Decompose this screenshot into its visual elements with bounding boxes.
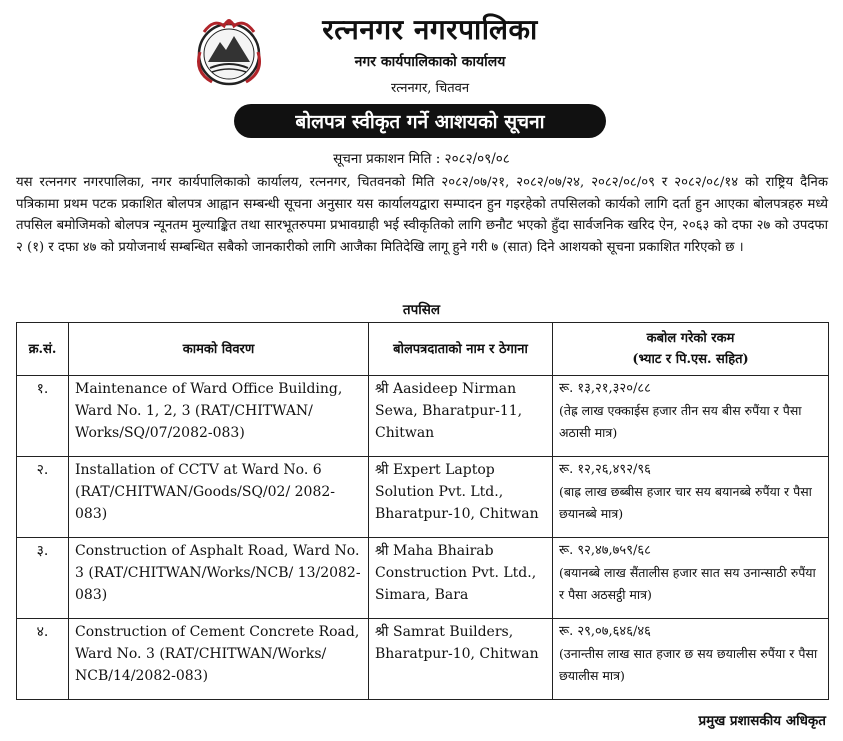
row-sn: ४. (17, 619, 69, 700)
header-sn: क्र.सं. (17, 323, 69, 376)
table-row (17, 376, 829, 457)
row-sn: २. (17, 457, 69, 538)
row-amount: रू. १३,२१,३२०/८८ (559, 381, 651, 396)
row-bidder: श्री Maha Bhairab Construction Pvt. Ltd., Simara, Bara (369, 538, 553, 619)
row-amount-cell (553, 538, 829, 619)
row-amount: रू. २९,०७,६४६/४६ (559, 624, 651, 639)
details-label: तपसिल (402, 302, 441, 318)
office-location: रत्ननगर, चितवन (390, 81, 470, 96)
row-amount-words: (बाह्र लाख छब्बीस हजार चार सय बयानब्बे रुपैंया र पैसा छयानब्बे मात्र) (559, 484, 812, 521)
row-sn: ३. (17, 538, 69, 619)
row-amount: रू. १२,२६,४९२/९६ (559, 462, 651, 477)
bid-table (16, 322, 829, 700)
row-amount-words: (बयानब्बे लाख सैंतालीस हजार सात सय उनान्साठी रुपैंया र पैसा अठसट्ठी मात्र) (559, 565, 816, 602)
notice-title-banner (234, 104, 606, 138)
notice-title: बोलपत्र स्वीकृत गर्ने आशयको सूचना (295, 111, 545, 133)
notice-paragraph: यस रत्ननगर नगरपालिका, नगर कार्यपालिकाको कार्यालय, रत्ननगर, चितवनको मिति २०८२/०७/२१, २०८२/०७/२४, २०८२/०८/०९ र २०८२/०८/१४ को राष्ट्रिय दैनिक पत्रिकामा प्रथम पटक प्रकाशित बोलपत्र आह्वान सम्बन्धी सूचना अनुसार यस कार्यालयद्वारा सम्पादन हुन गइरहेको तपसिलको कार्यको लागि दर्ता हुन आएका बोलपत्रहरु मध्ये तपसिल बमोजिमको बोलपत्र न्यूनतम मुल्याङ्कित तथा सारभूतरुपमा प्रभावग्राही भई स्वीकृतिको लागि छनौट भएको हुँदा सार्वजनिक खरिद ऐन, २०६३ को दफा २७ को उपदफा २ (१) र दफा ४७ को प्रयोजनार्थ सम्बन्धित सबैको जानकारीको लागि आजैका मितिदेखि लागू हुने गरी ७ (सात) दिने आशयको सूचना प्रकाशित गरिएको छ । (16, 175, 828, 255)
signatory-title: प्रमुख प्रशासकीय अधिकृत (698, 713, 826, 729)
header-bidder: बोलपत्रदाताको नाम र ठेगाना (369, 323, 553, 376)
row-amount: रू. ९२,४७,७५९/६८ (559, 543, 651, 558)
row-work: Maintenance of Ward Office Building, Ward No. 1, 2, 3 (RAT/CHITWAN/ Works/SQ/07/2082-083) (69, 376, 369, 457)
office-name: नगर कार्यपालिकाको कार्यालय (354, 54, 506, 70)
row-amount-cell (553, 619, 829, 700)
row-bidder: श्री Expert Laptop Solution Pvt. Ltd., Bharatpur-10, Chitwan (369, 457, 553, 538)
header-amount (553, 323, 829, 376)
municipality-emblem-icon (190, 12, 268, 90)
row-work: Construction of Cement Concrete Road, Ward No. 3 (RAT/CHITWAN/Works/ NCB/14/2082-083) (69, 619, 369, 700)
row-amount-words: (तेह्र लाख एक्काईस हजार तीन सय बीस रुपैंया र पैसा अठासी मात्र) (559, 403, 802, 440)
table-row (17, 457, 829, 538)
row-amount-cell (553, 457, 829, 538)
row-bidder: श्री Samrat Builders, Bharatpur-10, Chitwan (369, 619, 553, 700)
header-amount-line2: (भ्याट र पि.एस. सहित) (632, 352, 749, 367)
table-header-row (17, 323, 829, 376)
publication-date: सूचना प्रकाशन मिति : २०८२/०९/०८ (333, 151, 510, 167)
row-work: Installation of CCTV at Ward No. 6 (RAT/CHITWAN/Goods/SQ/02/ 2082-083) (69, 457, 369, 538)
row-work: Construction of Asphalt Road, Ward No. 3 (RAT/CHITWAN/Works/NCB/ 13/2082-083) (69, 538, 369, 619)
table-row (17, 619, 829, 700)
header-work: कामको विवरण (69, 323, 369, 376)
table-row (17, 538, 829, 619)
header-amount-line1: कबोल गरेको रकम (646, 331, 735, 346)
row-sn: १. (17, 376, 69, 457)
org-name: रत्ननगर नगरपालिका (322, 13, 538, 46)
row-amount-cell (553, 376, 829, 457)
row-amount-words: (उनान्तीस लाख सात हजार छ सय छयालीस रुपैंया र पैसा छयालीस मात्र) (559, 646, 818, 683)
row-bidder: श्री Aasideep Nirman Sewa, Bharatpur-11, Chitwan (369, 376, 553, 457)
